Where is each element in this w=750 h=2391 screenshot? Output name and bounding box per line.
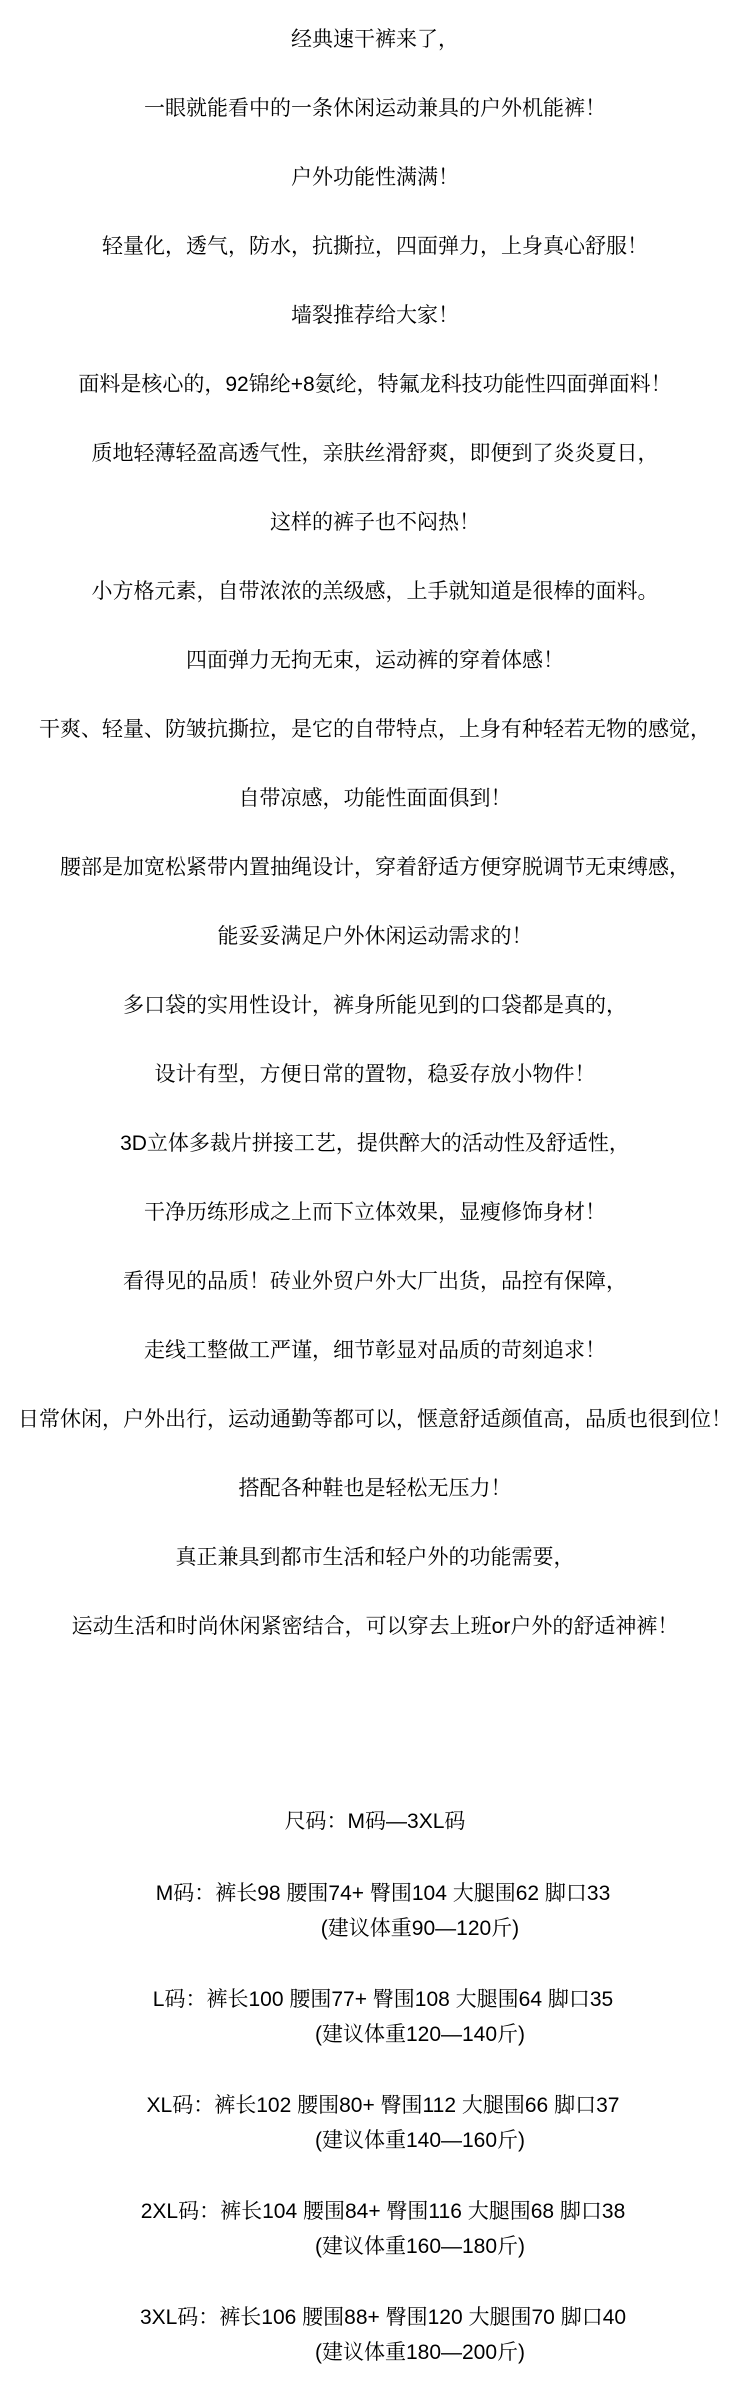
description-line: 干爽、轻量、防皱抗撕拉，是它的自带特点，上身有种轻若无物的感觉， — [39, 718, 711, 741]
description-line: 质地轻薄轻盈高透气性，亲肤丝滑舒爽，即便到了炎炎夏日， — [91, 442, 659, 465]
description-line: 经典速干裤来了， — [291, 28, 459, 51]
description-line: 运动生活和时尚休闲紧密结合，可以穿去上班or户外的舒适神裤！ — [71, 1615, 679, 1638]
description-line: 能妥妥满足户外休闲运动需求的！ — [217, 925, 533, 948]
size-spec-line-l: L码：裤长100 腰围77+ 臀围108 大腿围64 脚口35 — [152, 1988, 614, 2011]
description-line: 小方格元素，自带浓浓的羔级感，上手就知道是很棒的面料。 — [91, 580, 659, 603]
size-weight-line-m: (建议体重90—120斤) — [320, 1917, 520, 1940]
description-line: 四面弹力无拘无束，运动裤的穿着体感！ — [186, 649, 564, 672]
description-line: 一眼就能看中的一条休闲运动兼具的户外机能裤！ — [144, 97, 606, 120]
size-spec-line-3xl: 3XL码：裤长106 腰围88+ 臀围120 大腿围70 脚口40 — [139, 2306, 627, 2329]
size-weight-line-3xl: (建议体重180—200斤) — [314, 2341, 526, 2364]
description-line: 面料是核心的，92锦纶+8氨纶，特氟龙科技功能性四面弹面料！ — [78, 373, 672, 396]
size-spec-line-m: M码：裤长98 腰围74+ 臀围104 大腿围62 脚口33 — [155, 1882, 611, 1905]
description-line: 多口袋的实用性设计，裤身所能见到的口袋都是真的， — [123, 994, 627, 1017]
description-line: 搭配各种鞋也是轻松无压力！ — [238, 1477, 512, 1500]
description-line: 户外功能性满满！ — [291, 166, 459, 189]
description-line: 干净历练形成之上而下立体效果，显瘦修饰身材！ — [144, 1201, 606, 1224]
description-line: 3D立体多裁片拼接工艺，提供醉大的活动性及舒适性， — [120, 1132, 630, 1155]
description-line: 轻量化，透气，防水，抗撕拉，四面弹力，上身真心舒服！ — [102, 235, 648, 258]
size-weight-line-l: (建议体重120—140斤) — [314, 2023, 526, 2046]
description-line: 日常休闲，户外出行，运动通勤等都可以，惬意舒适颜值高，品质也很到位！ — [18, 1408, 732, 1431]
size-weight-line-2xl: (建议体重160—180斤) — [314, 2235, 526, 2258]
description-line: 设计有型，方便日常的置物，稳妥存放小物件！ — [154, 1063, 596, 1086]
size-spec-line-2xl: 2XL码：裤长104 腰围84+ 臀围116 大腿围68 脚口38 — [140, 2200, 626, 2223]
description-line: 墙裂推荐给大家！ — [291, 304, 459, 327]
description-line: 真正兼具到都市生活和轻户外的功能需要， — [175, 1546, 575, 1569]
size-section-title: 尺码：M码—3XL码 — [284, 1810, 466, 1833]
description-line: 这样的裤子也不闷热！ — [270, 511, 480, 534]
description-line: 自带凉感，功能性面面俱到！ — [238, 787, 512, 810]
description-line: 看得见的品质！砖业外贸户外大厂出货，品控有保障， — [123, 1270, 627, 1293]
size-spec-line-xl: XL码：裤长102 腰围80+ 臀围112 大腿围66 脚口37 — [146, 2094, 620, 2117]
size-weight-line-xl: (建议体重140—160斤) — [314, 2129, 526, 2152]
description-line: 走线工整做工严谨，细节彰显对品质的苛刻追求！ — [144, 1339, 606, 1362]
description-line: 腰部是加宽松紧带内置抽绳设计，穿着舒适方便穿脱调节无束缚感， — [60, 856, 690, 879]
